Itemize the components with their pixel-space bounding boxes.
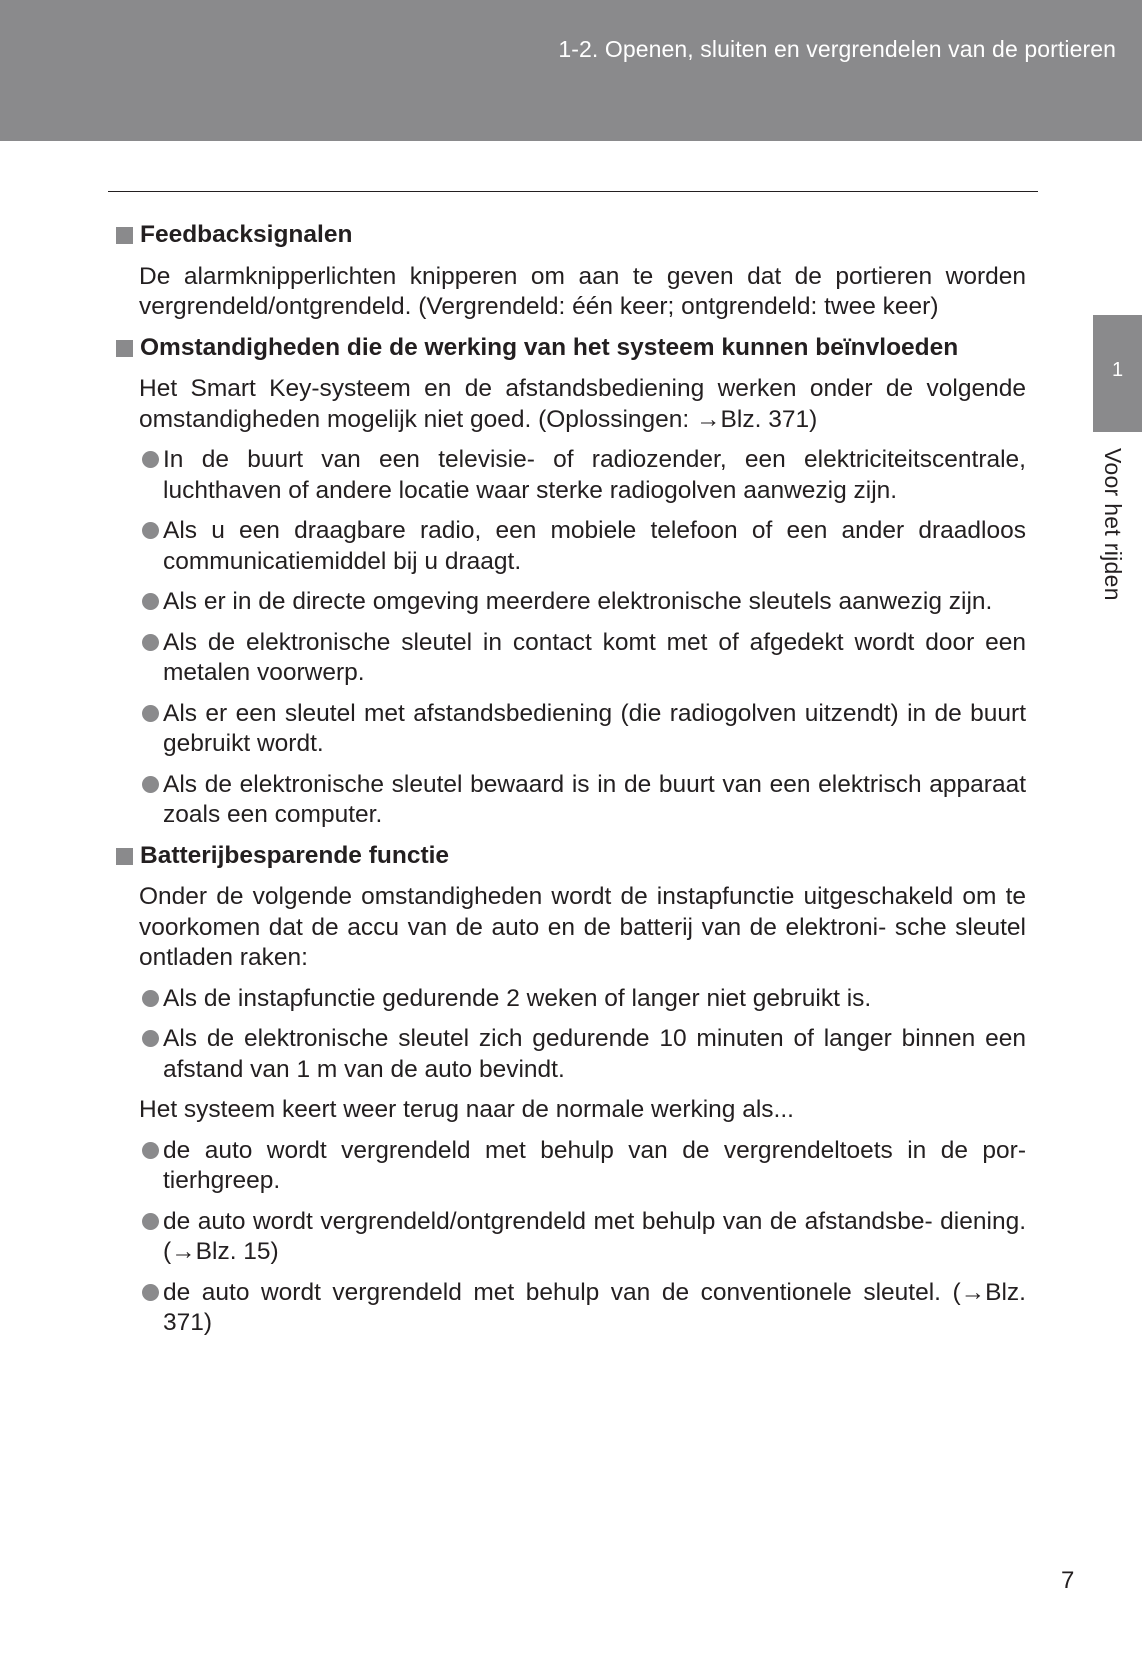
circle-bullet-icon (142, 1213, 159, 1230)
section-heading-text: Feedbacksignalen (140, 221, 353, 248)
chapter-tab (1093, 315, 1142, 432)
list-item (116, 1136, 1026, 1197)
list-item (116, 699, 1026, 760)
circle-bullet-icon (142, 776, 159, 793)
list-item-text: de auto wordt vergrendeld met behulp van de conventionele sleutel. (→Blz. 371) (163, 1278, 1026, 1336)
section-heading-text: Batterijbesparende functie (140, 841, 450, 869)
list-item (116, 1207, 1026, 1268)
list-item-text: Als de elektronische sleutel zich gedurende 10 minuten of langer binnen een afstand van 1 m van de auto bevindt. (163, 1025, 1026, 1083)
page-header (0, 0, 1142, 141)
list-item (116, 1024, 1026, 1085)
page-number: 7 (1061, 1567, 1075, 1594)
section-heading (116, 220, 1026, 251)
list-item-text: Als de instapfunctie gedurende 2 weken of langer niet gebruikt is. (163, 984, 872, 1012)
list-item (116, 628, 1026, 689)
section-heading (116, 333, 1026, 364)
paragraph: De alarmknipperlichten knipperen om aan te geven dat de portieren worden vergrendeld/ontgrendeld. (Vergrendeld: één keer; ontgrendeld: twee keer) (139, 262, 1026, 320)
list-item (116, 516, 1026, 577)
list-item-text: Als er een sleutel met afstandsbediening (die radiogolven uitzendt) in de buurt gebruikt wordt. (163, 699, 1026, 757)
circle-bullet-icon (142, 634, 159, 651)
circle-bullet-icon (142, 451, 159, 468)
main-content (116, 220, 1026, 1349)
circle-bullet-icon (142, 593, 159, 610)
list-item-text: In de buurt van een televisie- of radiozender, een elektriciteitscentrale, luchthaven of andere locatie waar sterke radiogolven aanwezig zijn. (163, 446, 1026, 504)
list-item-text: Als u een draagbare radio, een mobiele telefoon of een ander draadloos communicatiemiddel bij u draagt. (163, 517, 1026, 575)
section-heading (116, 841, 1026, 872)
square-bullet-icon (116, 848, 133, 865)
list-item (116, 770, 1026, 831)
list-item (116, 445, 1026, 506)
list-item-text: de auto wordt vergrendeld/ontgrendeld met behulp van de afstandsbe- diening. (→Blz. 15) (163, 1207, 1026, 1265)
list-item (116, 1278, 1026, 1339)
list-item (116, 984, 1026, 1015)
paragraph: Onder de volgende omstandigheden wordt de instapfunctie uitgeschakeld om te voorkomen dat de accu van de auto en de batterij van de elektroni- sche sleutel ontladen raken: (139, 883, 1026, 971)
list-item-text: Als de elektronische sleutel bewaard is in de buurt van een elektrisch apparaat zoals een computer. (163, 770, 1026, 828)
circle-bullet-icon (142, 705, 159, 722)
list-item-text: Als er in de directe omgeving meerdere elektronische sleutels aanwezig zijn. (163, 588, 993, 615)
circle-bullet-icon (142, 522, 159, 539)
chapter-title: 1-2. Openen, sluiten en vergrendelen van de portieren (558, 36, 1116, 62)
circle-bullet-icon (142, 1284, 159, 1301)
circle-bullet-icon (142, 1030, 159, 1047)
paragraph: Het Smart Key-systeem en de afstandsbediening werken onder de volgende omstandigheden mogelijk niet goed. (Oplossingen: →Blz. 371) (139, 375, 1026, 433)
paragraph: Het systeem keert weer terug naar de normale werking als... (139, 1096, 794, 1123)
chapter-tab-number: 1 (1111, 359, 1124, 381)
list-item (116, 587, 1026, 618)
square-bullet-icon (116, 227, 133, 244)
circle-bullet-icon (142, 990, 159, 1007)
section-heading-text: Omstandigheden die de werking van het systeem kunnen beïnvloeden (140, 333, 959, 361)
circle-bullet-icon (142, 1142, 159, 1159)
list-item-text: de auto wordt vergrendeld met behulp van de vergrendeltoets in de por- tierhgreep. (163, 1136, 1026, 1194)
list-item-text: Als de elektronische sleutel in contact komt met of afgedekt wordt door een metalen voorwerp. (163, 628, 1026, 686)
chapter-tab-label: Voor het rijden (1100, 448, 1126, 601)
square-bullet-icon (116, 340, 133, 357)
header-rule (108, 191, 1038, 192)
